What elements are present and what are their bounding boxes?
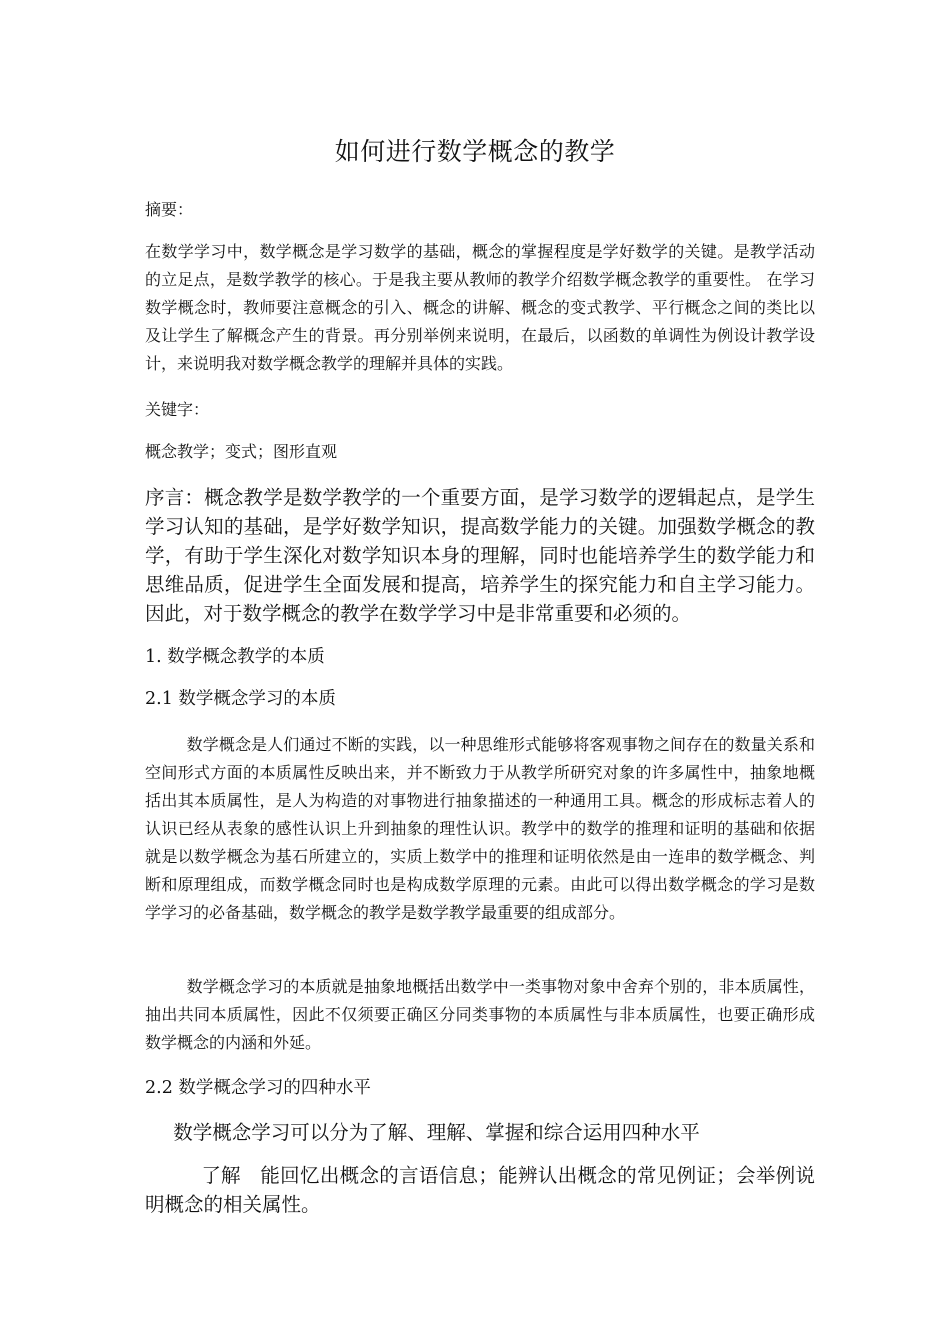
section-2-2-heading: 2.2 数学概念学习的四种水平 xyxy=(145,1078,371,1098)
section-2-1-paragraph-1: 数学概念是人们通过不断的实践，以一种思维形式能够将客观事物之间存在的数量关系和空间形式方面的本质属性反映出来，并不断致力于从教学所研究对象的许多属性中，抽象地概括出其本质属性，是人为构造的对事物进行抽象描述的一种通用工具。概念的形成标志着人的认识已经从表象的感性认识上升到抽象的理性认识。教学中的数学的推理和证明的基础和依据就是以数学概念为基石所建立的，实质上数学中的推理和证明依然是由一连串的数学概念、判断和原理组成，而数学概念同时也是构成数学原理的元素。由此可以得出数学概念的学习是数学学习的必备基础，数学概念的教学是数学教学最重要的组成部分。 xyxy=(145,735,815,922)
level-understand-paragraph xyxy=(145,1161,815,1219)
level-description: 能回忆出概念的言语信息；能辨认出概念的常见例证；会举例说明概念的相关属性。 xyxy=(145,1164,815,1216)
section-1-heading: 1. 数学概念教学的本质 xyxy=(145,647,325,667)
abstract-text: 在数学学习中，数学概念是学习数学的基础，概念的掌握程度是学好数学的关键。是教学活动的立足点，是数学教学的核心。于是我主要从教师的教学介绍数学概念教学的重要性。 在学习数学概念时，教师要注意概念的引入、概念的讲解、概念的变式教学、平行概念之间的类比以及让学生了解概念产生的背景。再分别举例来说明，在最后，以函数的单调性为例设计教学设计，来说明我对数学概念教学的理解并具体的实践。 xyxy=(145,242,815,373)
section-2-2-intro: 数学概念学习可以分为了解、理解、掌握和综合运用四种水平 xyxy=(173,1121,700,1144)
abstract-label: 摘要： xyxy=(145,200,194,219)
section-2-1-paragraph-2: 数学概念学习的本质就是抽象地概括出数学中一类事物对象中舍弃个别的，非本质属性，抽出共同本质属性，因此不仅须要正确区分同类事物的本质属性与非本质属性，也要正确形成数学概念的内涵和外延。 xyxy=(145,977,815,1052)
section-2-1-heading: 2.1 数学概念学习的本质 xyxy=(145,689,336,709)
keywords-text: 概念教学；变式；图形直观 xyxy=(145,442,338,461)
keywords-label: 关键字： xyxy=(145,400,210,419)
level-term: 了解 xyxy=(201,1164,241,1187)
document-title: 如何进行数学概念的教学 xyxy=(334,137,616,166)
preface-paragraph: 序言：概念教学是数学教学的一个重要方面，是学习数学的逻辑起点，是学生学习认知的基础，是学好数学知识，提高数学能力的关键。加强数学概念的教学，有助于学生深化对数学知识本身的理解，同时也能培养学生的数学能力和思维品质，促进学生全面发展和提高，培养学生的探究能力和自主学习能力。因此，对于数学概念的教学在数学学习中是非常重要和必须的。 xyxy=(145,486,815,625)
